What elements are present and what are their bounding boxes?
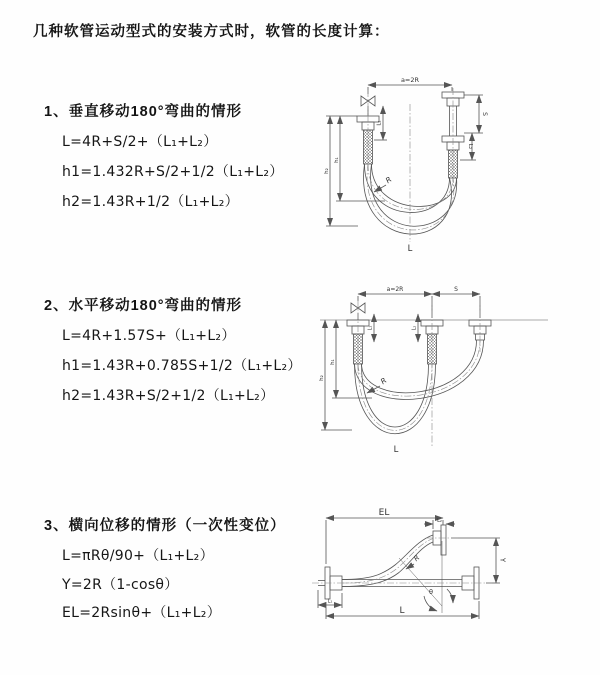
u-bend-hose-curves xyxy=(355,340,484,434)
dimension-h2 xyxy=(321,320,352,430)
dimension-a-2r xyxy=(368,85,452,94)
dim-label-h2: h₂ xyxy=(324,168,330,174)
section-2-formula-l: L=4R+1.57S+（L₁+L₂） xyxy=(62,328,236,344)
dim-label-l2: L₂ xyxy=(467,143,473,150)
diagram-lateral-displacement xyxy=(296,498,600,648)
section-2-heading: 2、水平移动180°弯曲的情形 xyxy=(44,298,243,314)
section-2-formula-h1: h1=1.43R+0.785S+1/2（L₁+L₂） xyxy=(62,358,302,374)
section-3-heading: 3、横向位移的情形（一次性变位） xyxy=(44,518,286,534)
dimension-a-2r xyxy=(358,294,480,318)
dim-label-el: EL xyxy=(378,508,390,518)
dim-label-h1: h₁ xyxy=(330,359,336,365)
radius-label: R xyxy=(383,174,394,186)
length-label: L xyxy=(399,606,405,616)
dimension-y xyxy=(451,538,500,583)
angle-label: θ xyxy=(429,588,433,596)
dimension-h2 xyxy=(326,116,358,226)
section-2-formula-h2: h2=1.43R+S/2+1/2（L₁+L₂） xyxy=(62,388,275,404)
section-1-formula-h1: h1=1.432R+S/2+1/2（L₁+L₂） xyxy=(62,164,284,180)
dim-label-l1: L₁ xyxy=(367,325,374,331)
dimension-el xyxy=(326,518,443,564)
radius-label: R xyxy=(412,553,422,564)
section-3-formula-l: L=πRθ/90+（L₁+L₂） xyxy=(62,548,214,564)
dim-label-s: S xyxy=(481,112,488,116)
dim-label-l1: L₁ xyxy=(327,598,333,605)
dim-label-h1: h₁ xyxy=(334,157,340,163)
section-1-heading: 1、垂直移动180°弯曲的情形 xyxy=(44,104,243,120)
dimension-s xyxy=(464,95,483,133)
section-3-formula-el: EL=2Rsinθ+（L₁+L₂） xyxy=(62,605,222,621)
dim-label-h2: h₂ xyxy=(319,375,325,381)
dim-label-l2: L₂ xyxy=(437,518,442,524)
dim-label-l2: L₂ xyxy=(411,325,418,331)
dim-label-s: S xyxy=(454,286,458,293)
u-bend-hose-curves xyxy=(364,164,457,234)
length-label: L xyxy=(407,244,413,254)
diagram-horizontal-180-bend xyxy=(310,280,595,460)
diagram-vertical-180-bend xyxy=(310,68,595,266)
section-1-formula-l: L=4R+S/2+（L₁+L₂） xyxy=(62,134,218,150)
dim-label-l1: L₁ xyxy=(376,120,383,126)
centerlines xyxy=(367,88,454,242)
radius-label: R xyxy=(378,375,389,387)
displaced-end-flange xyxy=(433,525,446,555)
section-1-formula-h2: h2=1.43R+1/2（L₁+L₂） xyxy=(62,194,239,210)
length-label: L xyxy=(393,445,399,455)
section-3-formula-y: Y=2R（1-cosθ） xyxy=(62,577,179,593)
dim-label-y: Y xyxy=(498,557,507,563)
page-title: 几种软管运动型式的安装方式时，软管的长度计算： xyxy=(33,24,390,40)
dim-label-a2r: a=2R xyxy=(400,76,420,84)
angle-construction xyxy=(399,541,453,613)
dim-label-a2r: a=2R xyxy=(386,286,404,293)
